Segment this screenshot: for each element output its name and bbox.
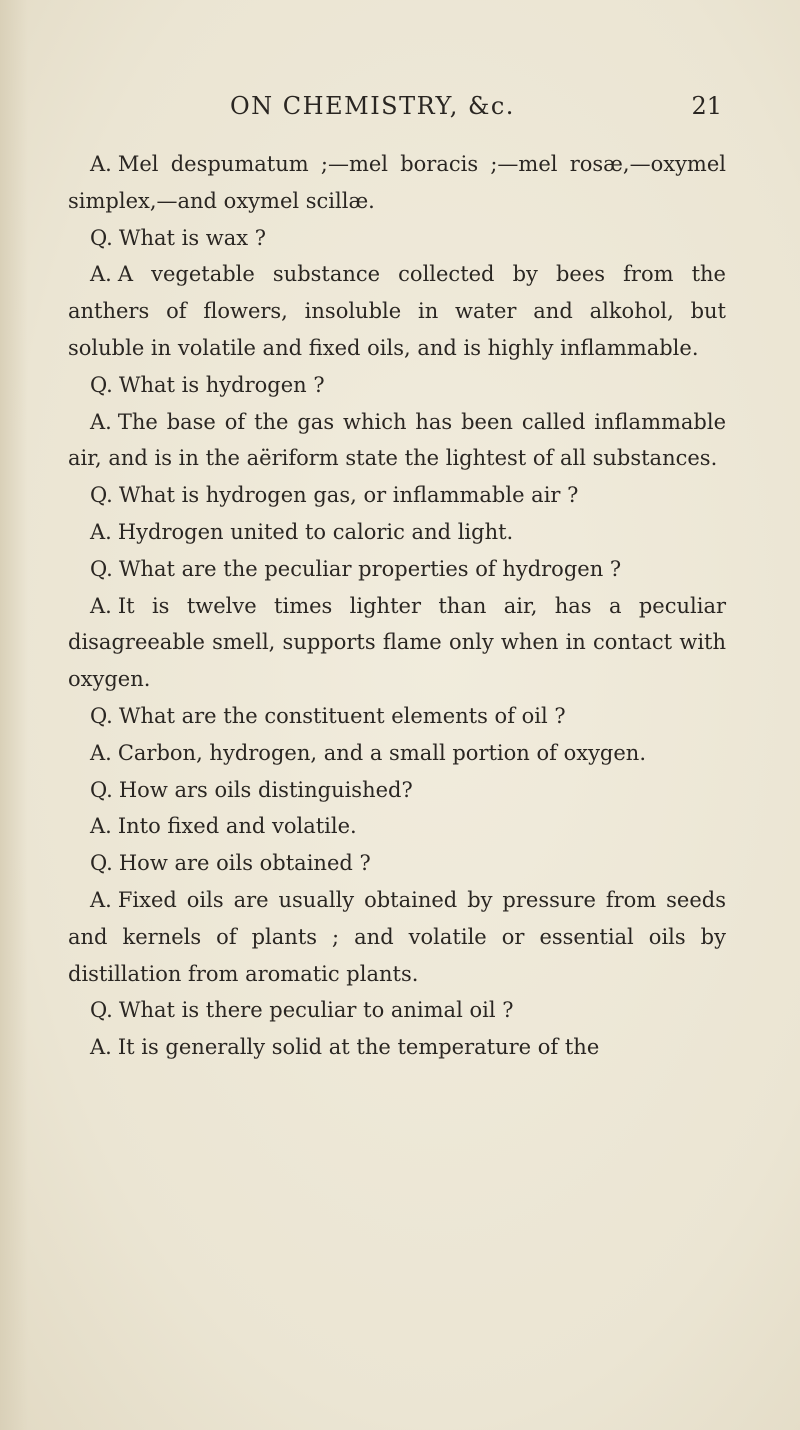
paragraph-label: A. bbox=[90, 887, 112, 912]
question-paragraph bbox=[68, 698, 726, 735]
paragraph-text: How are oils obtained ? bbox=[118, 851, 371, 876]
question-paragraph bbox=[68, 220, 726, 257]
paragraph-text: Carbon, hydrogen, and a small portion of oxygen. bbox=[117, 740, 647, 765]
question-paragraph bbox=[68, 992, 726, 1029]
paragraph-label: Q. bbox=[90, 225, 113, 250]
paragraph-label: A. bbox=[90, 814, 112, 839]
paragraph-label: A. bbox=[90, 262, 112, 287]
paragraph-text: What is wax ? bbox=[118, 225, 267, 250]
paragraph-text: How ars oils distinguished? bbox=[118, 777, 413, 802]
paragraph-text: What is there peculiar to animal oil ? bbox=[118, 998, 514, 1023]
question-paragraph bbox=[68, 477, 726, 514]
paragraph-label: Q. bbox=[90, 483, 113, 508]
running-head bbox=[70, 92, 722, 132]
answer-paragraph bbox=[68, 735, 726, 772]
page-number: 21 bbox=[691, 92, 722, 120]
answer-paragraph bbox=[68, 514, 726, 551]
paragraph-label: A. bbox=[90, 152, 112, 176]
paragraph-text: It is twelve times lighter than air, has a peculiar disagreeable smell, supports flame only when in contact with oxygen. bbox=[68, 593, 726, 692]
paragraph-label: Q. bbox=[90, 556, 113, 581]
question-paragraph bbox=[68, 772, 726, 809]
answer-paragraph bbox=[68, 256, 726, 366]
answer-paragraph bbox=[68, 404, 726, 478]
paragraph-label: Q. bbox=[90, 998, 113, 1023]
paragraph-label: A. bbox=[90, 519, 112, 544]
paragraph-text: The base of the gas which has been called inflammable air, and is in the aëriform state the lightest of all substances. bbox=[68, 409, 726, 471]
question-paragraph bbox=[68, 367, 726, 404]
paragraph-text: It is generally solid at the temperature of the bbox=[117, 1035, 600, 1060]
answer-paragraph bbox=[68, 146, 726, 220]
paragraph-label: Q. bbox=[90, 372, 113, 397]
question-paragraph bbox=[68, 551, 726, 588]
paragraph-text: Mel despumatum ;—mel boracis ;—mel rosæ,—oxymel simplex,—and oxymel scillæ. bbox=[68, 152, 726, 213]
paragraph-text: Hydrogen united to caloric and light. bbox=[117, 519, 514, 544]
paragraph-label: A. bbox=[90, 740, 112, 765]
paragraph-label: A. bbox=[90, 1035, 112, 1060]
answer-paragraph bbox=[68, 808, 726, 845]
paragraph-text: Fixed oils are usually obtained by pressure from seeds and kernels of plants ; and volatile or essential oils by distillation from aromatic plants. bbox=[68, 887, 726, 986]
paragraph-label: A. bbox=[90, 593, 112, 618]
paragraph-text: What are the constituent elements of oil ? bbox=[118, 703, 566, 728]
running-title: ON CHEMISTRY, &c. bbox=[230, 92, 515, 120]
paragraph-label: Q. bbox=[90, 777, 113, 802]
paragraph-label: Q. bbox=[90, 703, 113, 728]
paragraph-text: Into fixed and volatile. bbox=[117, 814, 357, 839]
paragraph-text: What is hydrogen gas, or inflammable air ? bbox=[118, 483, 579, 508]
question-paragraph bbox=[68, 845, 726, 882]
paragraph-text: A vegetable substance collected by bees from the anthers of flowers, insoluble in water and alkohol, but soluble in volatile and fixed oils, and is highly inflammable. bbox=[68, 262, 726, 360]
paragraph-label: A. bbox=[90, 409, 112, 434]
body-text bbox=[68, 146, 726, 1066]
paragraph-text: What are the peculiar properties of hydrogen ? bbox=[118, 556, 622, 581]
paragraph-label: Q. bbox=[90, 851, 113, 876]
answer-paragraph bbox=[68, 1029, 726, 1066]
paragraph-text: What is hydrogen ? bbox=[118, 372, 325, 397]
answer-paragraph bbox=[68, 882, 726, 992]
answer-paragraph bbox=[68, 588, 726, 698]
